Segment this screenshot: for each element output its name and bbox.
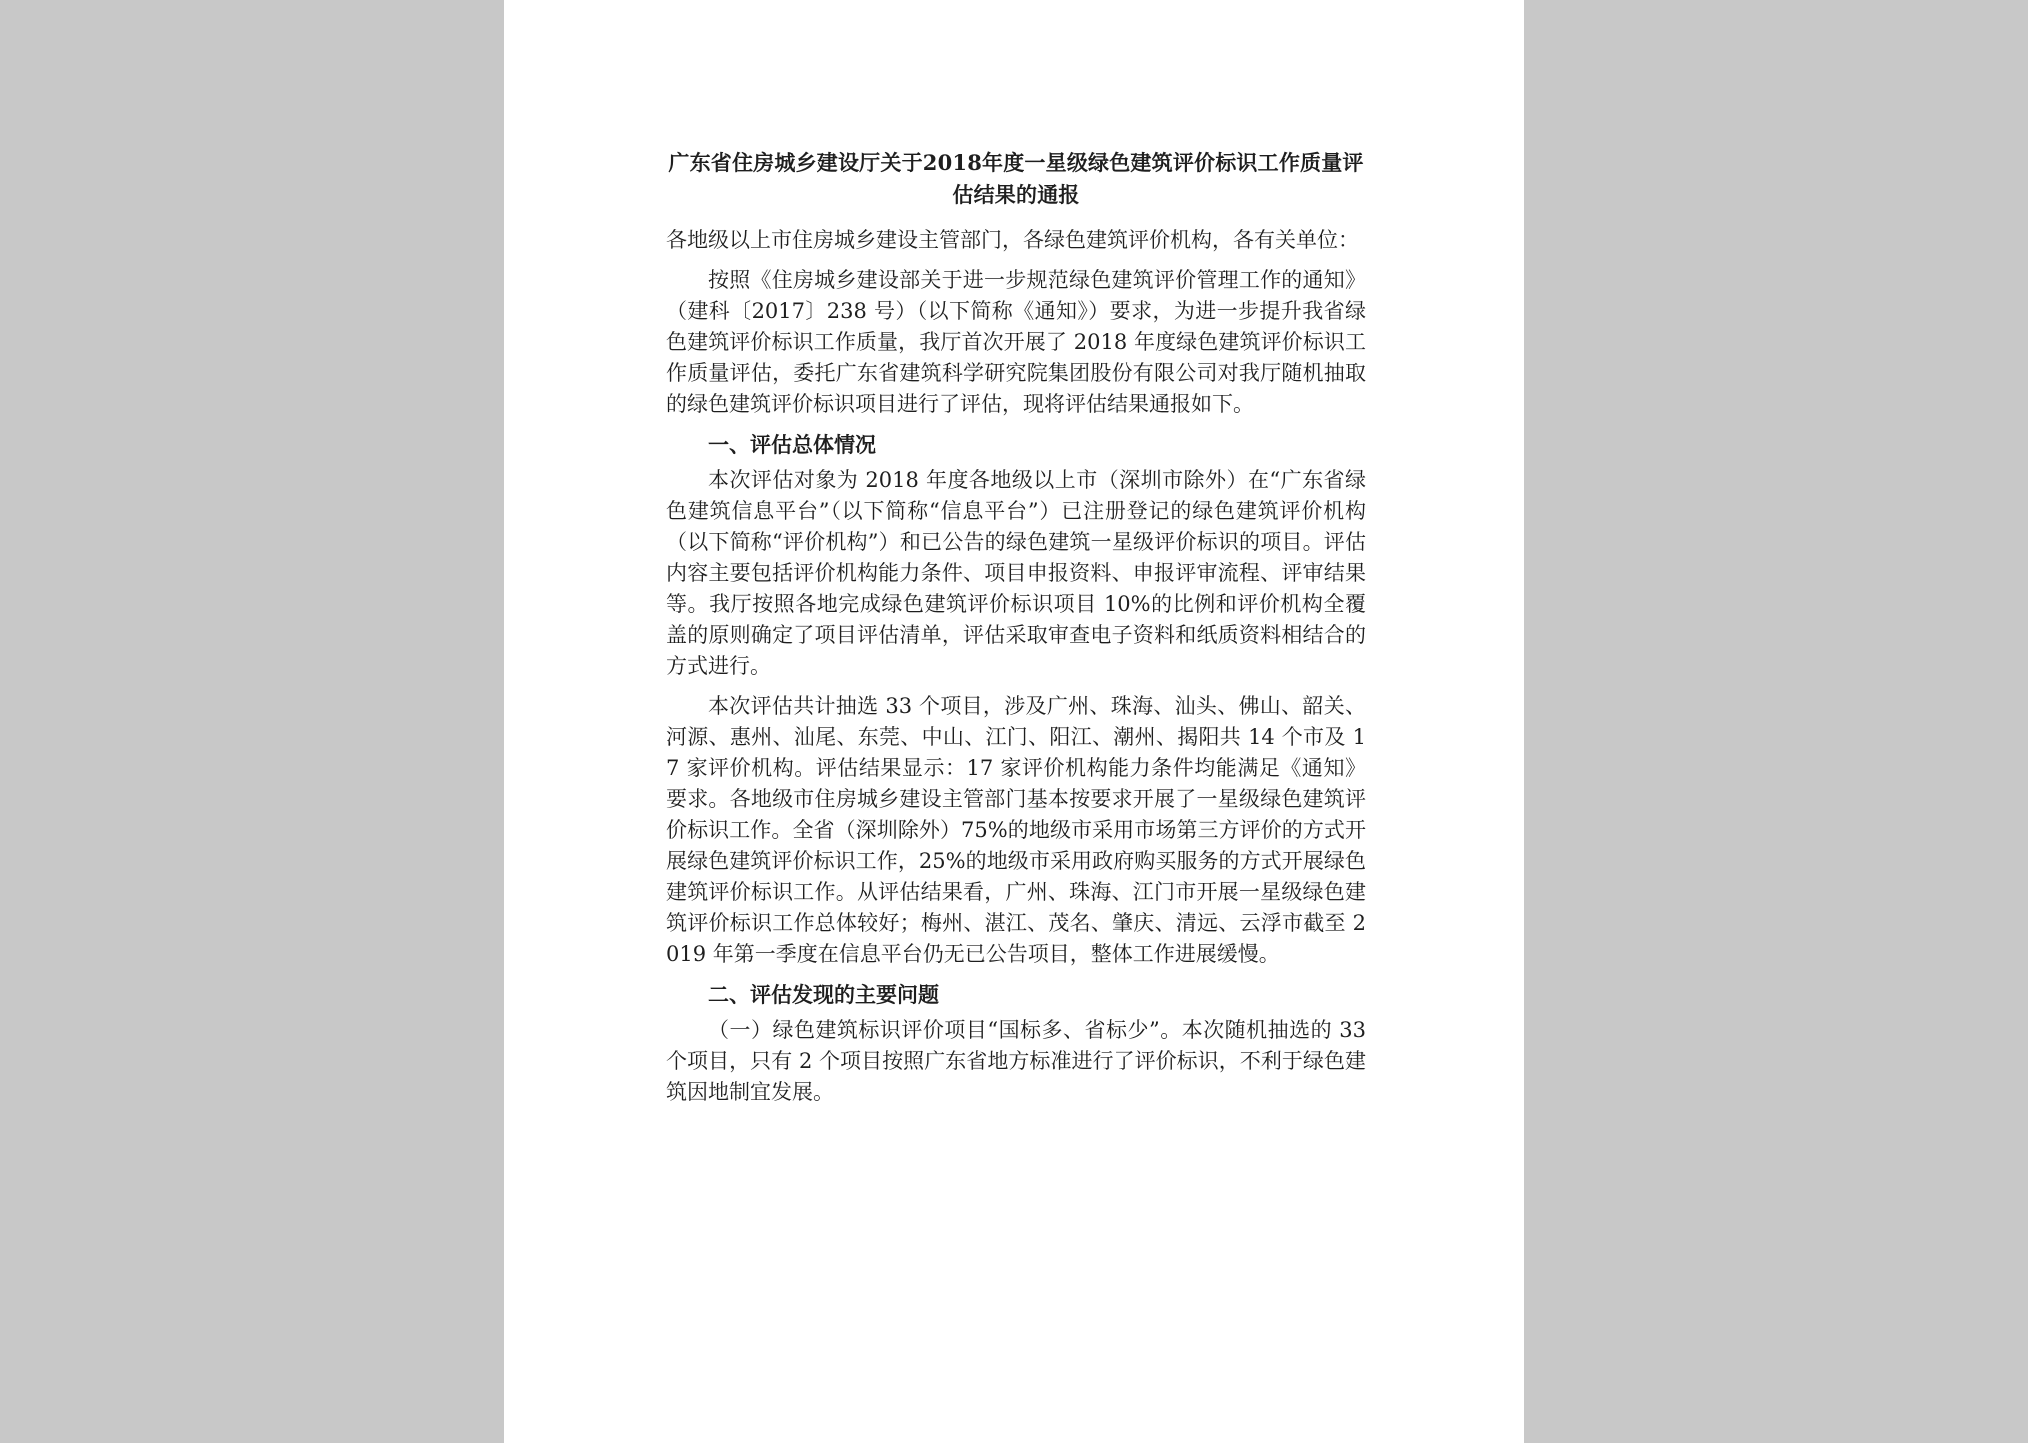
section-heading-overview: 一、评估总体情况 bbox=[708, 432, 876, 457]
paragraph-results: 本次评估共计抽选 33 个项目，涉及广州、珠海、汕头、佛山、韶关、河源、惠州、汕尾、东莞、中山、江门、阳江、潮州、揭阳共 14 个市及 17 家评价机构。评估结果显示：17 家评价机构能力条件均能满足《通知》要求。各地级市住房城乡建设主管部门基本按要求开展了一星级绿色建筑评价标识工作。全省（深圳除外）75%的地级市采用市场第三方评价的方式开展绿色建筑评价标识工作，25%的地级市采用政府购买服务的方式开展绿色建筑评价标识工作。从评估结果看，广州、珠海、江门市开展一星级绿色建筑评价标识工作总体较好；梅州、湛江、茂名、肇庆、清远、云浮市截至 2019 年第一季度在信息平台仍无已公告项目，整体工作进展缓慢。 bbox=[666, 694, 1366, 966]
document-page bbox=[504, 0, 1524, 1443]
section-heading-problems: 二、评估发现的主要问题 bbox=[708, 982, 939, 1007]
salutation: 各地级以上市住房城乡建设主管部门，各绿色建筑评价机构，各有关单位： bbox=[666, 228, 1359, 252]
paragraph-problem-1: （一）绿色建筑标识评价项目“国标多、省标少”。本次随机抽选的 33 个项目，只有 2 个项目按照广东省地方标准进行了评价标识，不利于绿色建筑因地制宜发展。 bbox=[666, 1018, 1366, 1104]
paragraph-scope: 本次评估对象为 2018 年度各地级以上市（深圳市除外）在“广东省绿色建筑信息平台”（以下简称“信息平台”）已注册登记的绿色建筑评价机构（以下简称“评价机构”）和已公告的绿色建筑一星级评价标识的项目。评估内容主要包括评价机构能力条件、项目申报资料、申报评审流程、评审结果等。我厅按照各地完成绿色建筑评价标识项目 10%的比例和评价机构全覆盖的原则确定了项目评估清单，评估采取审查电子资料和纸质资料相结合的方式进行。 bbox=[666, 468, 1366, 678]
document-body bbox=[666, 147, 1366, 1117]
document-title: 广东省住房城乡建设厅关于2018年度一星级绿色建筑评价标识工作质量评估结果的通报 bbox=[668, 150, 1364, 207]
paragraph-intro: 按照《住房城乡建设部关于进一步规范绿色建筑评价管理工作的通知》（建科〔2017〕238 号）（以下简称《通知》）要求，为进一步提升我省绿色建筑评价标识工作质量，我厅首次开展了 2018 年度绿色建筑评价标识工作质量评估，委托广东省建筑科学研究院集团股份有限公司对我厅随机抽取的绿色建筑评价标识项目进行了评估，现将评估结果通报如下。 bbox=[666, 268, 1366, 416]
